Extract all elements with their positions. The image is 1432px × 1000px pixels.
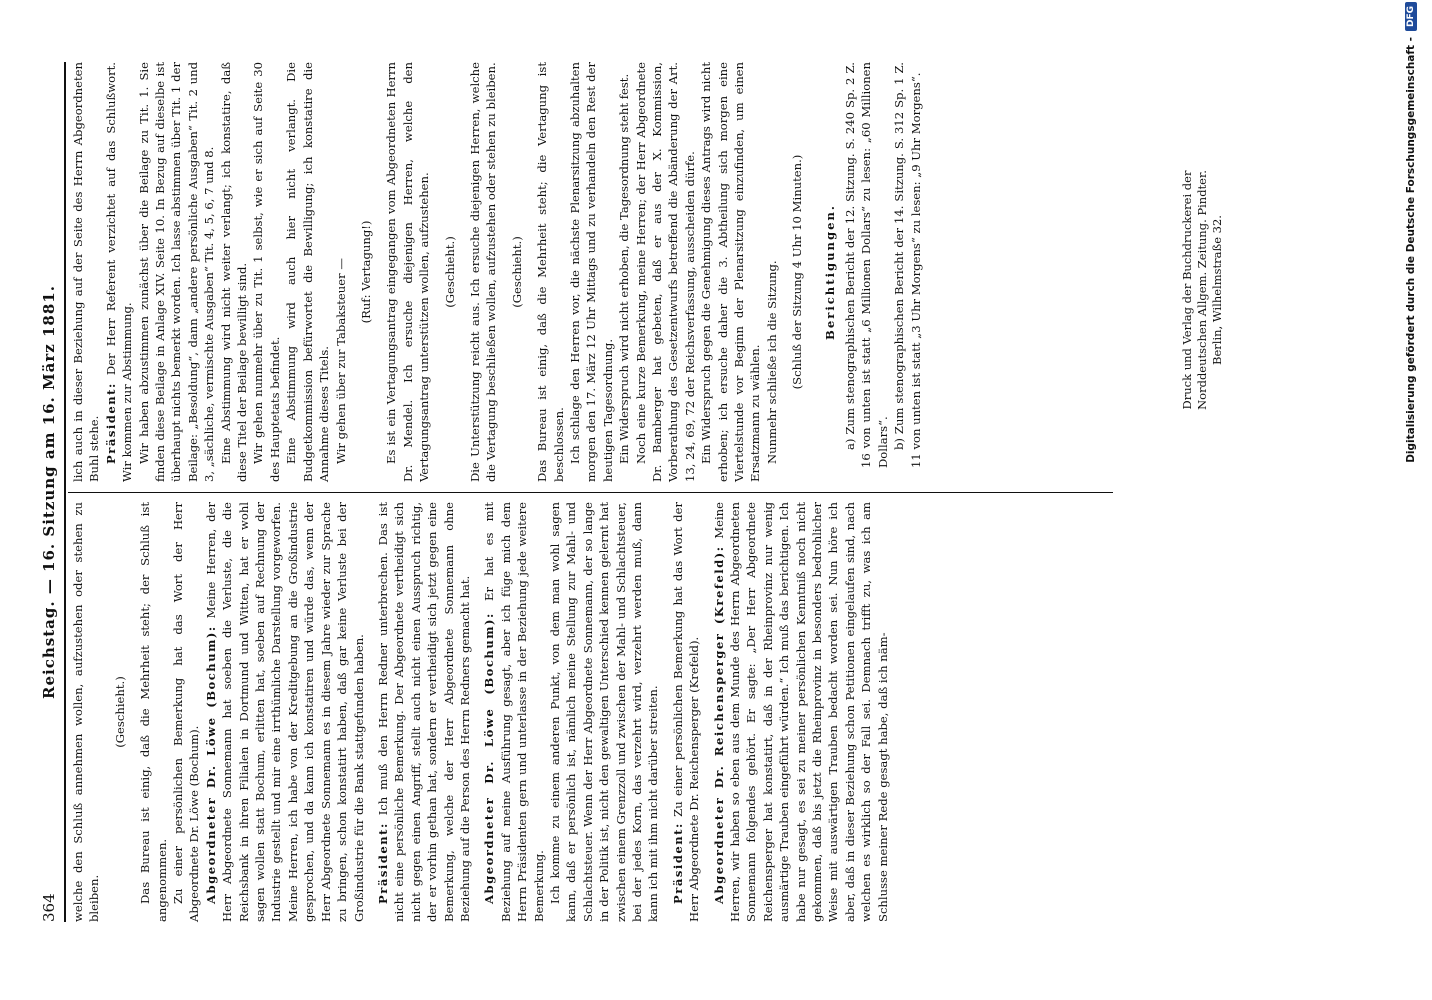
body-paragraph: Wir haben abzustimmen zunächst über die Beilage zu Tit. 1. Sie finden diese Beilage in Anlage XIV. Seite 10. In Bezug auf dieselbe ist überhaupt nichts bemerkt worden. Ich lasse abstimmen über Tit. 1 der Beilage: „Besoldung“, dann „andere persönliche Ausgaben“ Tit. 2 und 3, „sächliche, vermischte Ausgaben“ Tit. 4, 5, 6, 7 und 8.: [136, 62, 217, 482]
right-column: [70, 62, 924, 482]
imprint: [1180, 140, 1225, 440]
speech-paragraph: [375, 502, 473, 922]
speaker-name: Abgeordneter Dr. Reichensperger (Krefeld):: [711, 545, 726, 904]
stage-direction: (Geschieht.): [112, 676, 127, 748]
speaker-name: Präsident:: [375, 822, 390, 904]
right-column-body: [70, 62, 806, 482]
speaker-name: Abgeordneter Dr. Löwe (Bochum):: [482, 612, 497, 904]
speech-text: Meine Herren, der Herr Abgeordnete Sonnemann hat soeben die Verluste, die die Reichsbank in ihren Filialen in Dortmund und Witten, hat er wohl sagen wollen statt Bochum, erlitten hat, soeben auf Rechnung der Industrie gestellt und mir eine irrthümliche Darstellung vorgeworfen. Meine Herren, ich habe von der Kreditgebung an die Großindustrie gesprochen, und da kann ich konstatiren und würde das, wenn der Herr Abgeordnete Sonnemann es in diesem Jahre wieder zur Sprache zu bringen, schon konstatirt haben, daß gar keine Verluste bei der Großindustrie für die Bank stattgefunden haben.: [203, 502, 366, 922]
speech-text: Der Herr Referent verzichtet auf das Schlußwort. Wir kommen zur Abstimmung.: [103, 62, 135, 482]
digitization-text: Digitalisierung gefördert durch die Deutsche Forschungsgemeinschaft -: [1405, 37, 1417, 463]
speech-text: Meine Herren, wir haben so eben aus dem Munde des Herrn Abgeordneten Sonnemann folgendes gehört. Er sagte: „Der Herr Abgeordnete Reichensperger hat konstatirt, daß in der Rheinprovinz nur wenig ausmärtige Trauben eingeführt würden.“ Ich muß das berichtigen. Ich habe nur gesagt, es sei zu meiner persönlichen Kenntniß noch nicht gekommen, daß bis jetzt die Rheinprovinz in besonders bedrohlicher Weise mit auswärtigen Trauben bedacht worden sei. Nun höre ich aber, daß in dieser Beziehung schon Petitionen eingelaufen sind, nach welchen es wirklich so der Fall sei. Demnach trifft zu, was ich am Schlusse meiner Rede gesagt habe, daß ich näm-: [711, 502, 890, 922]
paragraph-gap: [367, 502, 375, 922]
body-paragraph: Das Bureau ist einig, daß die Mehrheit steht; der Schluß ist angenommen.: [138, 502, 169, 922]
body-paragraph: Zu einer persönlichen Bemerkung hat das Wort der Herr Abgeordnete Dr. Löwe (Bochum).: [171, 502, 202, 922]
speaker-name: Präsident:: [670, 822, 685, 904]
body-paragraph: Ich schlage den Herren vor, die nächste Plenarsitzung abzuhalten morgen den 17. März 12 Uhr Mittags und zu verhandeln den Rest der heutigen Tagesordnung.: [567, 62, 615, 482]
speech-paragraph: [711, 502, 891, 922]
digitization-note: [1396, 2, 1426, 998]
body-paragraph: Wir gehen nunmehr über zu Tit. 1 selbst, wie er sich auf Seite 30 des Hauptetats befindet.: [251, 62, 282, 482]
column-divider: [68, 492, 1113, 493]
speaker-name: Abgeordneter Dr. Löwe (Bochum):: [203, 625, 218, 904]
page-number: 364: [40, 893, 58, 922]
body-paragraph: Wir gehen über zur Tabaksteuer —: [333, 258, 348, 464]
stage-direction: (Ruf: Vertagung!): [358, 220, 373, 324]
imprint-line-1: Druck und Verlag der Buchdruckerei der Norddeutschen Allgem. Zeitung. Pindter.: [1180, 170, 1209, 410]
body-paragraph: Die Unterstützung reicht aus. Ich ersuche diejenigen Herren, welche die Vertagung beschließen wollen, aufzustehen oder stehen zu bleiben.: [467, 62, 499, 482]
paragraph-gap: [703, 502, 711, 922]
body-paragraph: Eine Abstimmung wird auch hier nicht verlangt. Die Budgetkommission befürwortet die Bewilligung; ich konstatire die Annahme dieses Titels.: [284, 62, 332, 482]
body-paragraph: Nunmehr schließe ich die Sitzung.: [764, 260, 779, 464]
body-paragraph: Ich komme zu einem anderen Punkt, von dem man wohl sagen kann, daß er persönlich ist, nämlich meine Stellung zur Mahl- und Schlachtsteuer. Wenn der Herr Abgeordnete Sonnemann, der so lange in der Politik ist, nicht den gewaltigen Unterschied kennen gelernt hat zwischen einem Grenzzoll und zwischen der Mahl- und Schlachtsteuer, bei der jedes Korn, das verzehrt wird, verzehrt werden muß, dann kann ich mit ihm nicht darüber streiten.: [547, 502, 661, 922]
body-paragraph: Noch eine kurze Bemerkung, meine Herren; der Herr Abgeordnete Dr. Bamberger hat gebeten, daß er aus der X. Kommission, Vorberathung des Gesetzentwurfs betreffend die Abänderung der Art. 13, 24, 69, 72 der Reichsverfassung, ausscheiden dürfe.: [633, 62, 697, 482]
stage-direction: (Schluß der Sitzung 4 Uhr 10 Minuten.): [790, 154, 805, 390]
paragraph-gap: [473, 502, 481, 922]
correction-item-a: a) Zum stenographischen Bericht der 12. Sitzung. S. 240 Sp. 2 Z. 16 von unten ist statt „6 Millionen Dollars“ zu lesen: „60 Millionen Dollars“.: [843, 62, 890, 468]
speech-paragraph: [103, 62, 136, 482]
speech-paragraph: [481, 502, 547, 922]
stage-direction: (Geschieht.): [442, 236, 457, 308]
correction-item-b: b) Zum stenographischen Bericht der 14. Sitzung. S. 312 Sp. 1 Z. 11 von unten ist statt „3 Uhr Morgens“ zu lesen: „9 Uhr Morgens“.: [892, 62, 923, 468]
imprint-line-2: Berlin, Wilhelmstraße 32.: [1210, 215, 1224, 365]
page-header: [36, 62, 62, 922]
dfg-logo: DFG: [1405, 2, 1417, 31]
speech-text: Zu einer persönlichen Bemerkung hat das Wort der Herr Abgeordnete Dr. Reichensperger (Krefeld).: [670, 502, 702, 922]
speech-text: Ich muß den Herrn Redner unterbrechen. Das ist nicht eine persönliche Bemerkung. Der Abgeordnete vertheidigt sich nicht gegen einen Angriff, stellt auch nicht einen Ausspruch richtig, der er vorhin gethan hat, sondern er vertheidigt sich jetzt gegen eine Bemerkung, welche der Herr Abgeordnete Sonnemann ohne Beziehung auf die Person des Herrn Redners gemacht hat.: [375, 502, 472, 922]
left-column: [70, 502, 891, 922]
paragraph-gap: [662, 502, 670, 922]
body-paragraph: Das Bureau ist einig, daß die Mehrheit steht; die Vertagung ist beschlossen.: [535, 62, 566, 482]
body-paragraph: lich auch in dieser Beziehung auf der Seite des Herrn Abgeordneten Buhl stehe.: [71, 62, 102, 482]
speech-text: Er hat es mit Beziehung auf meine Ausführung gesagt, aber ich füge mich dem Herrn Präsidenten gern und unterlasse in der Beziehung jede weitere Bemerkung.: [482, 502, 546, 922]
body-paragraph: Ein Widerspruch gegen die Genehmigung dieses Antrags wird nicht erhoben; ich ersuche daher die 3. Abtheilung sich morgen eine Viertelstunde vor Beginn der Plenarsitzung einzufinden, um einen Ersatzmann zu wählen.: [699, 62, 763, 482]
speaker-name: Präsident:: [103, 382, 118, 464]
corrections-title: Berichtigungen.: [822, 204, 837, 340]
header-rule: [64, 62, 66, 922]
speech-paragraph: [203, 502, 367, 922]
page-title: Reichstag. — 16. Sitzung am 16. März 1881.: [40, 285, 58, 699]
body-paragraph: Es ist ein Vertagungsantrag eingegangen vom Abgeordneten Herrn Dr. Mendel. Ich ersuche diejenigen Herren, welche den Vertagungsantrag unterstützen wollen, aufzustehen.: [384, 62, 432, 482]
body-paragraph: welche den Schluß annehmen wollen, aufzustehen oder stehen zu bleiben.: [71, 502, 102, 922]
body-paragraph: Ein Widerspruch wird nicht erhoben, die Tagesordnung steht fest.: [617, 73, 632, 464]
speech-paragraph: [670, 502, 703, 922]
body-paragraph: Eine Abstimmung wird nicht weiter verlangt; ich konstatire, daß diese Titel der Beilage bewilligt sind.: [218, 62, 250, 482]
stage-direction: (Geschieht.): [509, 236, 524, 308]
